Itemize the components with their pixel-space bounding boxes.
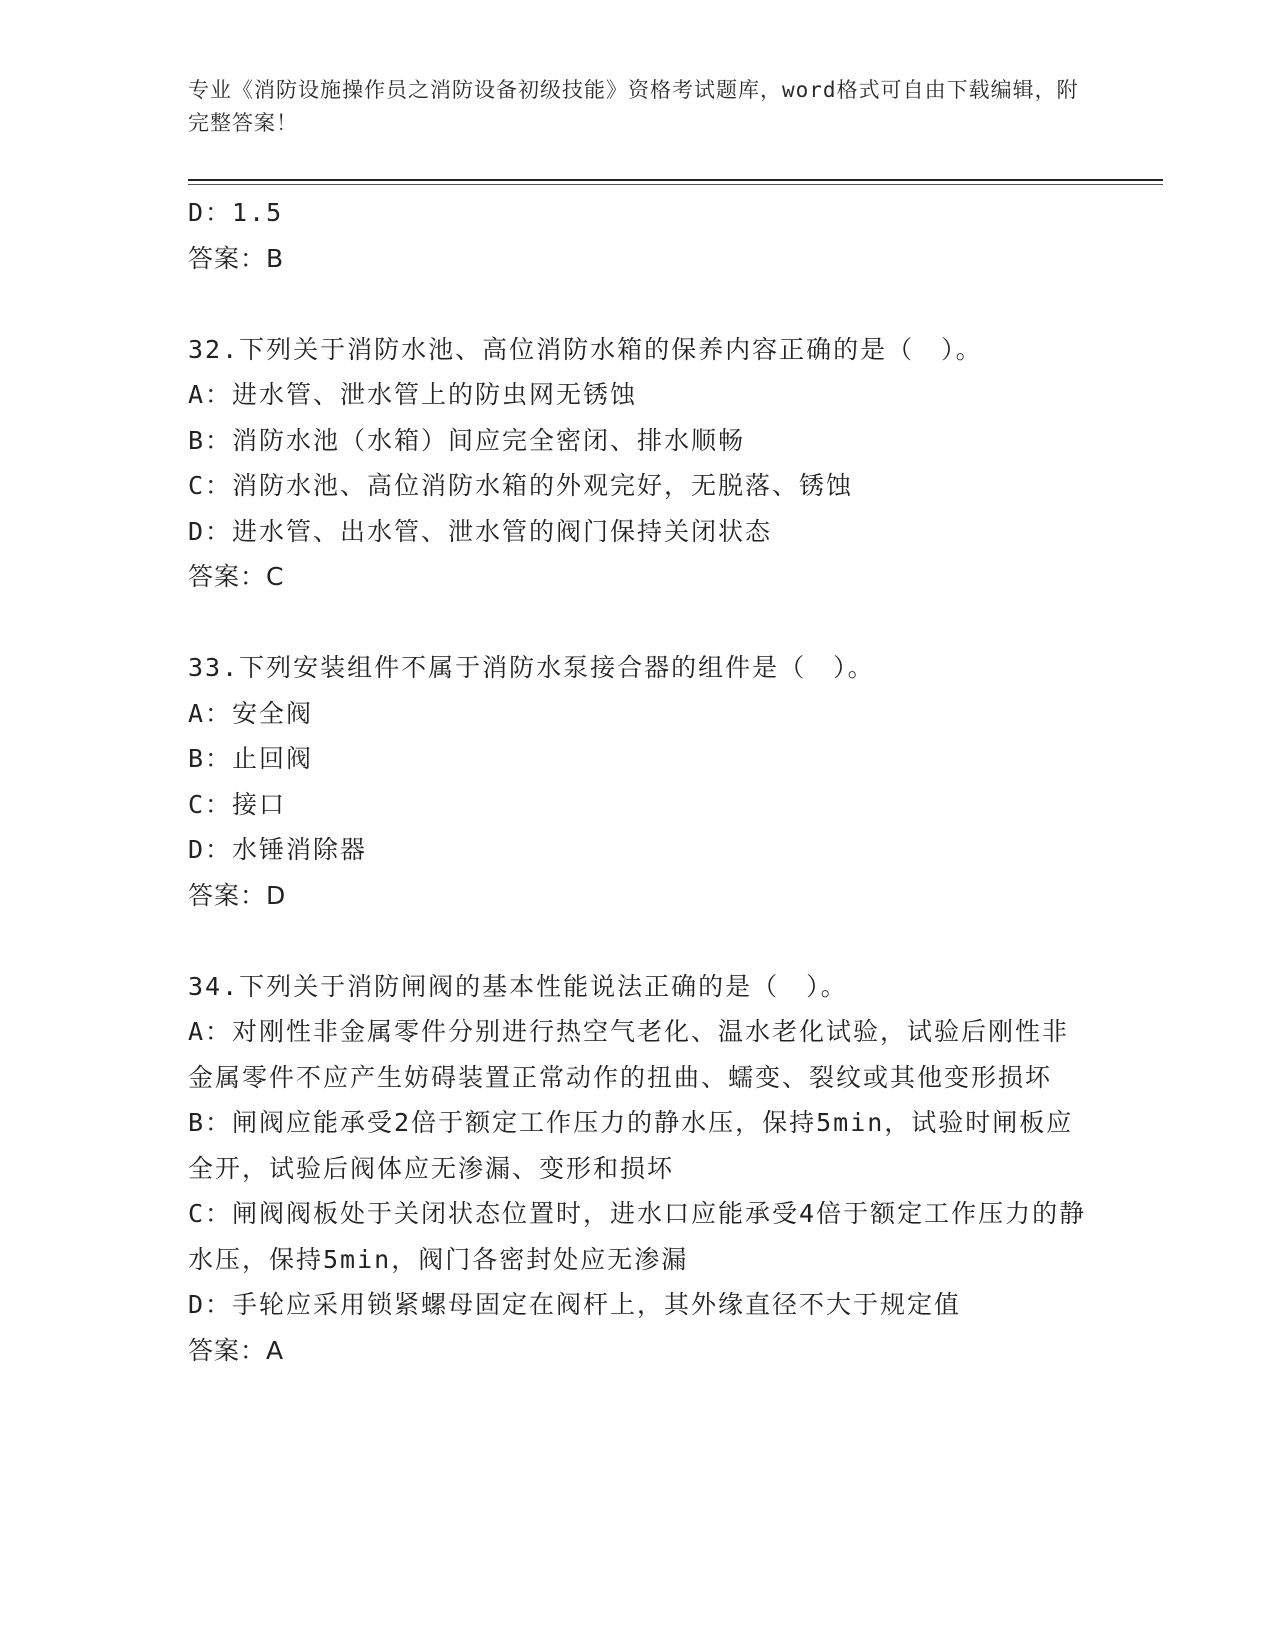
document-header: 专业《消防设施操作员之消防设备初级技能》资格考试题库，word格式可自由下载编辑，附完整答案！: [188, 78, 1079, 135]
option-d: D：水锤消除器: [188, 835, 368, 864]
option-b: B：消防水池（水箱）间应完全密闭、排水顺畅: [188, 425, 746, 455]
answer: 答案：D: [188, 880, 287, 910]
prev-option-d: D：1.5: [188, 198, 284, 227]
question-stem: 33.下列安装组件不属于消防水泵接合器的组件是（ ）。: [188, 653, 875, 682]
option-d: D：手轮应采用锁紧螺母固定在阀杆上，其外缘直径不大于规定值: [188, 1290, 962, 1319]
question-32: [188, 327, 1088, 600]
option-b: B：止回阀: [188, 744, 314, 773]
option-d: D：进水管、出水管、泄水管的阀门保持关闭状态: [188, 516, 773, 546]
header-divider-thin: [188, 184, 1163, 185]
question-33: [188, 645, 1088, 918]
question-stem: 34.下列关于消防闸阀的基本性能说法正确的是（ ）。: [188, 971, 848, 1001]
option-a: A：进水管、泄水管上的防虫网无锈蚀: [188, 380, 638, 409]
question-34: [188, 964, 1088, 1374]
option-c: C：闸阀阀板处于关闭状态位置时，进水口应能承受4倍于额定工作压力的静水压，保持5min，阀门各密封处应无渗漏: [188, 1199, 1087, 1274]
option-b: B：闸阀应能承受2倍于额定工作压力的静水压，保持5min，试验时闸板应全开，试验后阀体应无渗漏、变形和损坏: [188, 1108, 1074, 1183]
option-c: C：接口: [188, 789, 287, 819]
question-stem: 32.下列关于消防水池、高位消防水箱的保养内容正确的是（ ）。: [188, 334, 983, 364]
question-content: [188, 190, 1088, 1373]
option-a: A：对刚性非金属零件分别进行热空气老化、温水老化试验，试验后刚性非金属零件不应产生妨碍装置正常动作的扭曲、蠕变、裂纹或其他变形损坏: [188, 1017, 1070, 1092]
answer: 答案：C: [188, 562, 285, 591]
option-c: C：消防水池、高位消防水箱的外观完好，无脱落、锈蚀: [188, 471, 854, 500]
header-divider: [188, 179, 1163, 181]
option-a: A：安全阀: [188, 698, 314, 728]
prev-answer: 答案：B: [188, 243, 285, 273]
answer: 答案：A: [188, 1335, 285, 1365]
